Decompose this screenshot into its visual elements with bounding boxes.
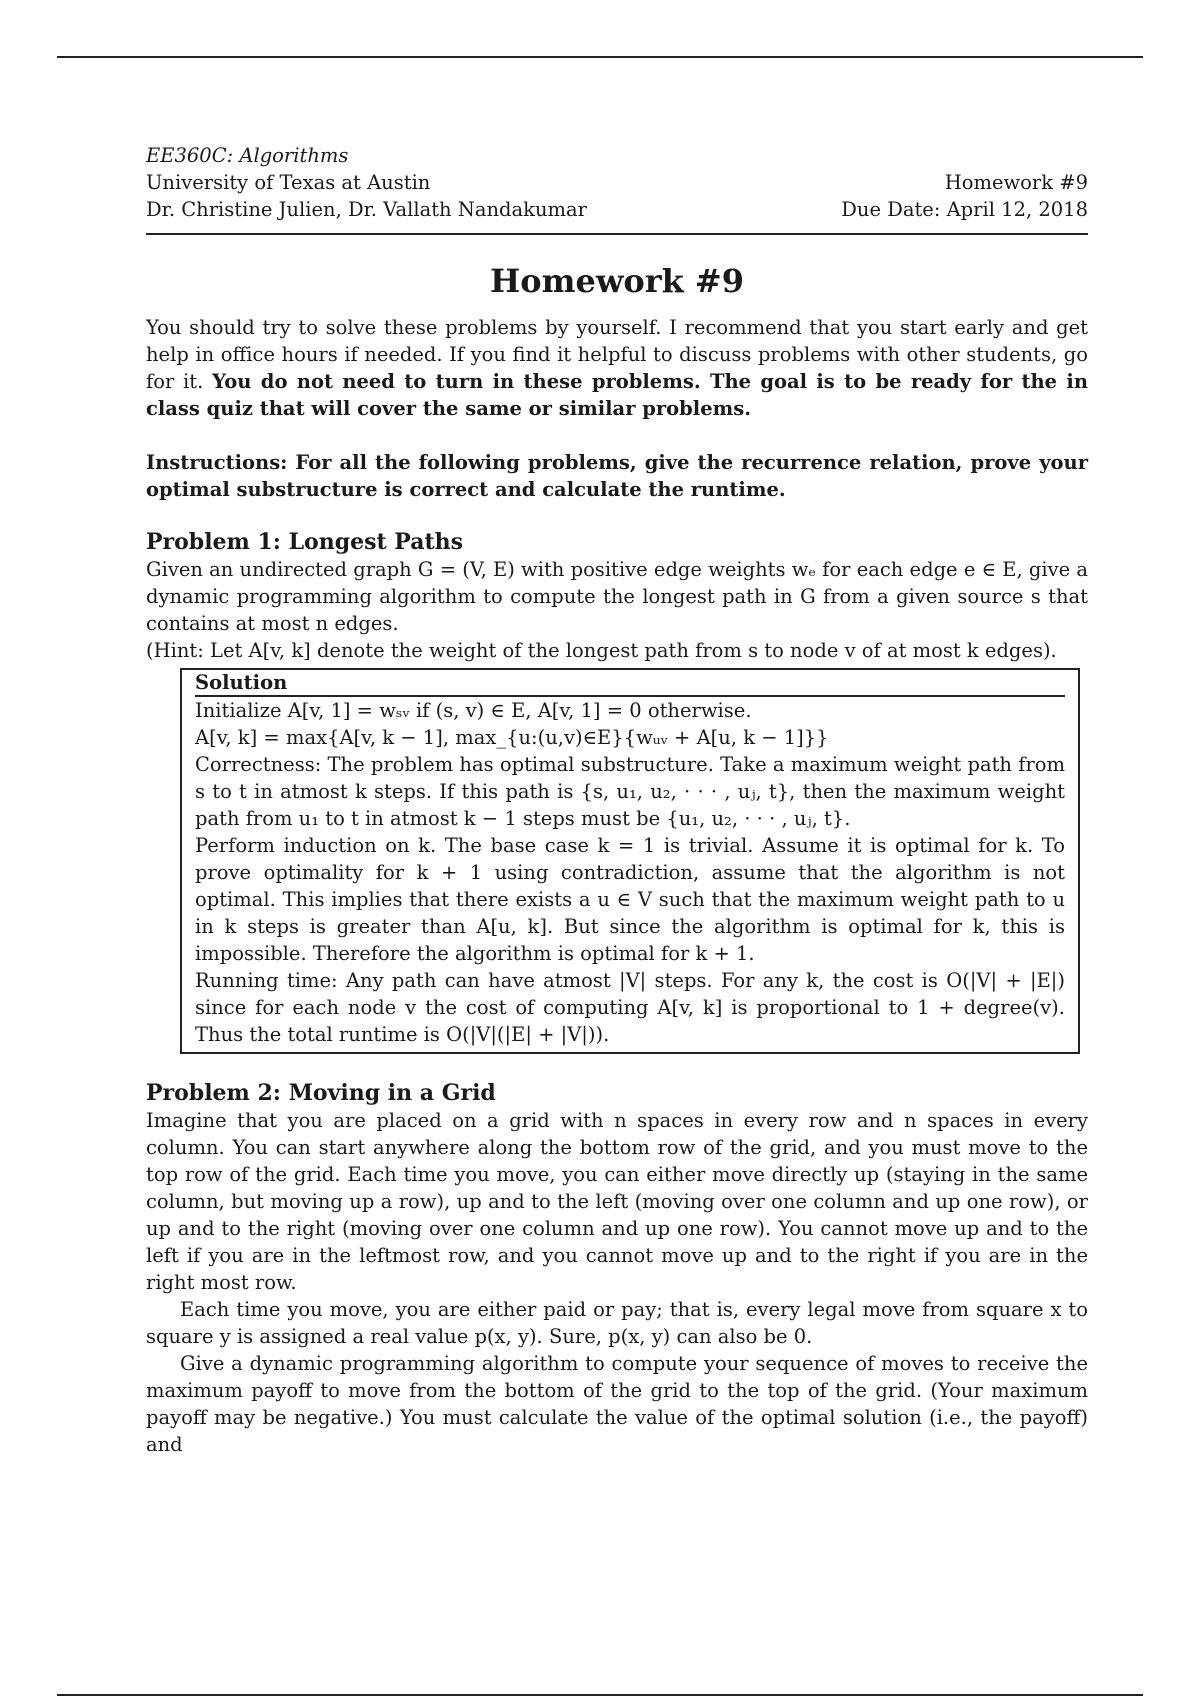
problem-2-paragraph-3: Give a dynamic programming algorithm to compute your sequence of moves to receive the maximum payoff to move from the bottom of the grid to the top of the grid. (Your maximum payoff may be negative.) You must calculate the value of the optimal solution (i.e., the payoff) and: [146, 1352, 1088, 1456]
solution-runtime: Running time: Any path can have atmost |V| steps. For any k, the cost is O(|V| + |E|) since for each node v the cost of computing A[v, k] is proportional to 1 + degree(v). Thus the total runtime is O(|V|(|E| + |V|)).: [195, 969, 1065, 1046]
solution-box: [180, 668, 1080, 1054]
problem-1-text: Given an undirected graph G = (V, E) with positive edge weights wₑ for each edge e ∈ E, give a dynamic programming algorithm to compute the longest path in G from a given source s that contains at most n edges.: [146, 558, 1088, 635]
solution-correctness: Correctness: The problem has optimal substructure. Take a maximum weight path from s to t in atmost k steps. If this path is {s, u₁, u₂, · · · , uⱼ, t}, then the maximum weight path from u₁ to t in atmost k − 1 steps must be {u₁, u₂, · · · , uⱼ, t}.: [195, 753, 1065, 830]
document-body: [146, 142, 1088, 1458]
problem-2-title: Problem 2: Moving in a Grid: [146, 1080, 496, 1106]
intro-paragraph: [146, 314, 1088, 422]
instructors: Dr. Christine Julien, Dr. Vallath Nandakumar: [146, 198, 587, 221]
due-date: Due Date: April 12, 2018: [841, 198, 1088, 221]
university: University of Texas at Austin: [146, 171, 431, 194]
bottom-rule: [57, 1694, 1143, 1696]
solution-recurrence: A[v, k] = max{A[v, k − 1], max_{u:(u,v)∈E}{wᵤᵥ + A[u, k − 1]}}: [195, 726, 829, 749]
intro-bold-note: You do not need to turn in these problems. The goal is to be ready for the in class quiz that will cover the same or similar problems.: [146, 370, 1088, 420]
solution-induction: Perform induction on k. The base case k = 1 is trivial. Assume it is optimal for k. To prove optimality for k + 1 using contradiction, assume that the algorithm is not optimal. This implies that there exists a u ∈ V such that the maximum weight path to u in k steps is greater than A[u, k]. But since the algorithm is optimal for k, this is impossible. Therefore the algorithm is optimal for k + 1.: [195, 834, 1065, 965]
solution-init: Initialize A[v, 1] = wₛᵥ if (s, v) ∈ E, A[v, 1] = 0 otherwise.: [195, 699, 752, 722]
course-header: [146, 142, 1088, 223]
problem-2-paragraph-1: Imagine that you are placed on a grid with n spaces in every row and n spaces in every column. You can start anywhere along the bottom row of the grid, and you must move to the top row of the grid. Each time you move, you can either move directly up (staying in the same column, but moving up a row), up and to the left (moving over one column and up one row), or up and to the right (moving over one column and up one row). You cannot move up and to the left if you are in the leftmost row, and you cannot move up and to the right if you are in the right most row.: [146, 1109, 1088, 1294]
instructions: Instructions: For all the following problems, give the recurrence relation, prove your optimal substructure is correct and calculate the runtime.: [146, 451, 1088, 501]
solution-heading: Solution: [195, 670, 1065, 697]
problem-1-title: Problem 1: Longest Paths: [146, 529, 464, 555]
intro-text: You should try to solve these problems by yourself. I recommend that you start early and get help in office hours if needed. If you find it helpful to discuss problems with other students, go for it.: [146, 316, 1088, 393]
top-rule: [57, 56, 1143, 58]
page-title: Homework #9: [490, 262, 744, 300]
course-name: EE360C: Algorithms: [146, 144, 349, 167]
homework-label: Homework #9: [944, 171, 1088, 194]
problem-2-paragraph-2: Each time you move, you are either paid or pay; that is, every legal move from square x to square y is assigned a real value p(x, y). Sure, p(x, y) can also be 0.: [146, 1298, 1088, 1348]
header-rule: [146, 233, 1088, 235]
problem-1-hint: (Hint: Let A[v, k] denote the weight of the longest path from s to node v of at most k edges).: [146, 639, 1057, 662]
